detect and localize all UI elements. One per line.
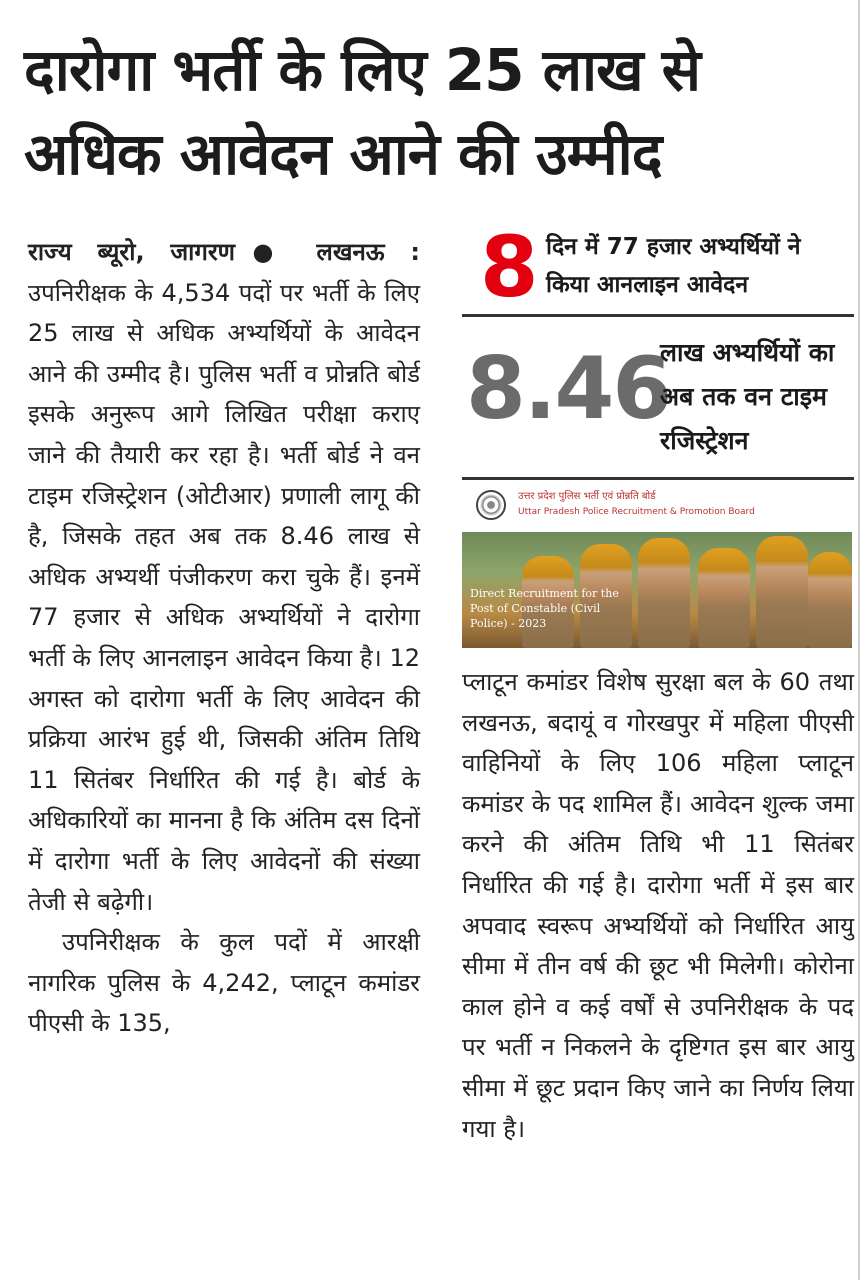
board-name-english: Uttar Pradesh Police Recruitment & Promotion Board	[518, 507, 755, 517]
photo-figure	[808, 552, 852, 648]
fact-box-registrations	[462, 317, 854, 480]
left-column	[28, 232, 420, 1044]
photo-figure	[756, 536, 808, 648]
photo-figure	[698, 548, 750, 648]
right-column	[462, 218, 854, 1149]
page-edge-rule	[858, 0, 860, 1280]
article-body-1	[28, 232, 420, 922]
fact-number-lakh: 8.46	[466, 339, 671, 439]
photo-block	[462, 480, 854, 656]
board-header	[476, 490, 846, 522]
article-paragraph-2: उपनिरीक्षक के कुल पदों में आरक्षी नागरिक पुलिस के 4,242, प्लाटून कमांडर पीएसी के 135,	[28, 928, 420, 1038]
fact-box-applications	[462, 218, 854, 317]
constables-photo	[462, 532, 852, 648]
fact-text-days: दिन में 77 हजार अभ्यर्थियों ने किया आनलाइन आवेदन	[546, 234, 801, 298]
board-name-hindi: उत्तर प्रदेश पुलिस भर्ती एवं प्रोन्नति बोर्ड	[518, 491, 656, 502]
headline-line-2: अधिक आवेदन आने की उम्मीद	[24, 120, 662, 188]
article-paragraph-1: उपनिरीक्षक के 4,534 पदों पर भर्ती के लिए 25 लाख से अधिक अभ्यर्थियों के आवेदन आने की उम्मीद है। पुलिस भर्ती व प्रोन्नति बोर्ड इसके अनुरूप आगे लिखित परीक्षा कराए जाने की तैयारी कर रहा है। भर्ती बोर्ड ने वन टाइम रजिस्ट्रेशन (ओटीआर) प्रणाली लागू की है, जिसके तहत अब तक 8.46 लाख से अधिक अभ्यर्थी पंजीकरण करा चुके हैं। इनमें 77 हजार से अधिक अभ्यर्थियों ने दारोगा भर्ती के लिए आनलाइन आवेदन किया है। 12 अगस्त को दारोगा भर्ती के लिए आवेदन की प्रक्रिया आरंभ हुई थी, जिसकी अंतिम तिथि 11 सितंबर निर्धारित की गई है। बोर्ड के अधिकारियों का मानना है कि अंतिम दस दिनों में दारोगा भर्ती के लिए आवेदनों की संख्या तेजी से बढ़ेगी।	[28, 278, 420, 916]
headline-line-1: दारोगा भर्ती के लिए 25 लाख से	[24, 36, 700, 104]
fact-number-days: 8	[480, 218, 539, 316]
photo-caption: Direct Recruitment for the Post of Constable (Civil Police) - 2023	[470, 587, 619, 630]
right-column-paragraph: प्लाटून कमांडर विशेष सुरक्षा बल के 60 तथा लखनऊ, बदायूं व गोरखपुर में महिला पीएसी वाहिनियों के लिए 106 महिला प्लाटून कमांडर के पद शामिल हैं। आवेदन शुल्क जमा करने की अंतिम तिथि भी 11 सितंबर निर्धारित की गई है। दारोगा भर्ती में इस बार अपवाद स्वरूप अभ्यर्थियों को निर्धारित आयु सीमा में तीन वर्ष की छूट भी मिलेगी। कोरोना काल होने व कई वर्षों से उपनिरीक्षक के पद पर भर्ती न निकलने के दृष्टिगत इस बार आयु सीमा में छूट प्रदान किए जाने का निर्णय लिया गया है।	[462, 668, 854, 1143]
dateline: राज्य ब्यूरो, जागरण● लखनऊ :	[28, 238, 420, 266]
police-board-logo-icon	[476, 490, 506, 520]
headline	[24, 28, 844, 196]
fact-text-lakh: लाख अभ्यर्थियों का अब तक वन टाइम रजिस्ट्रेशन	[660, 338, 835, 455]
photo-figure	[638, 538, 690, 648]
